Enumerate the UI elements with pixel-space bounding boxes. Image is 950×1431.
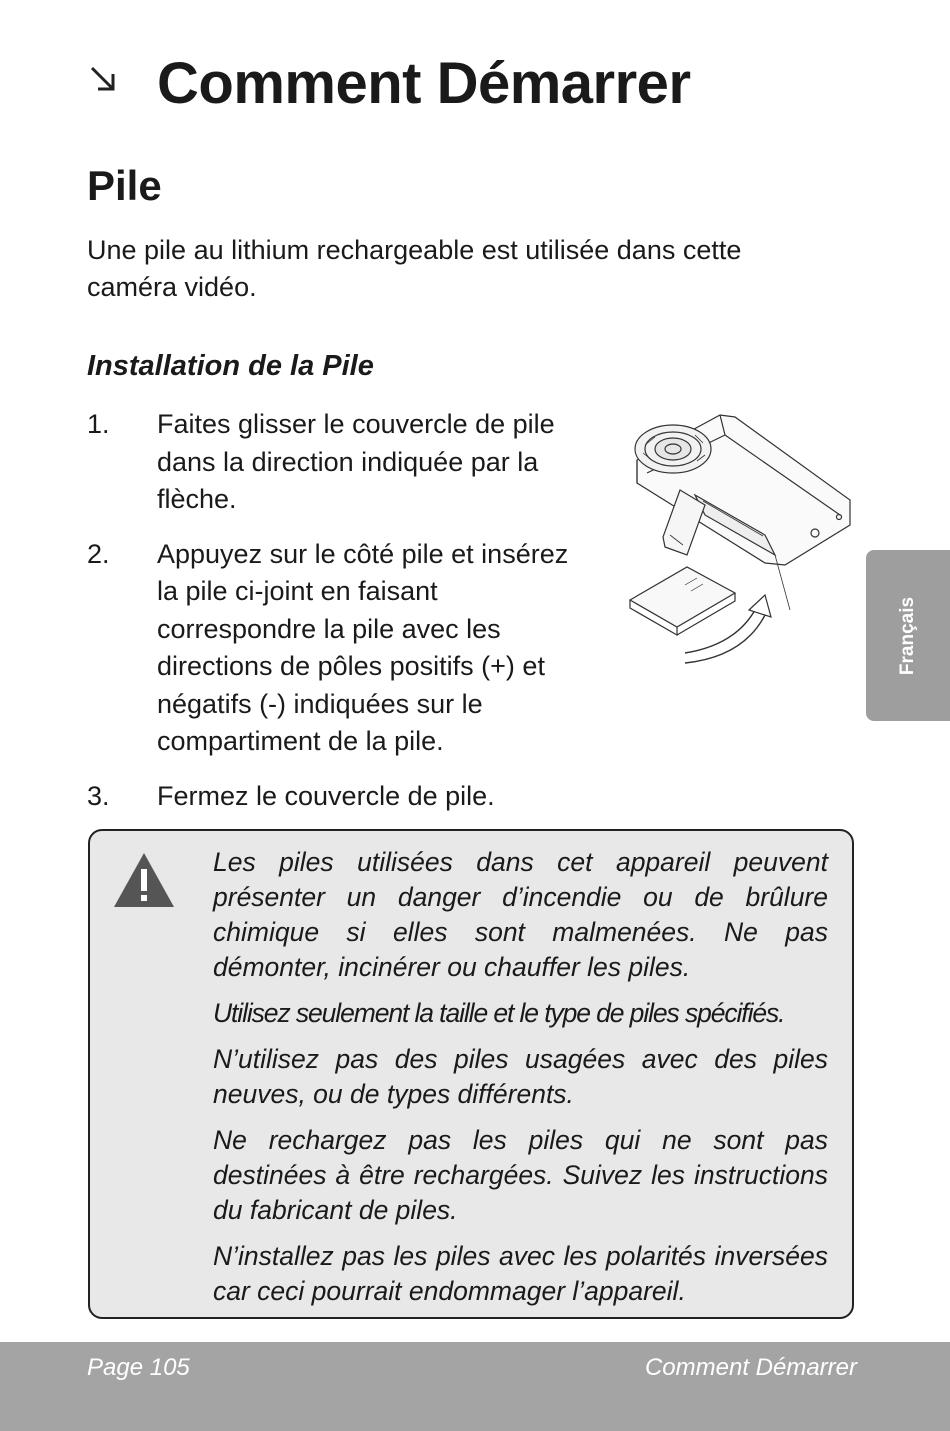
step-item [87,536,587,761]
warning-paragraph: N’utilisez pas des piles usagées avec des piles neuves, ou de types différents. [213,1044,828,1109]
warning-paragraph: N’installez pas les piles avec les polarités inversées car ceci pourrait endommager l’appareil. [213,1241,828,1306]
warning-triangle-icon [112,851,176,909]
step-number: 2. [87,538,110,569]
step-text: Faites glisser le couvercle de pile dans la direction indiquée par la flèche. [157,409,555,514]
page-title: Comment Démarrer [157,51,691,116]
step-text: Fermez le couvercle de pile. [157,780,495,811]
steps-list [87,406,587,832]
warning-paragraph: Utilisez seulement la taille et le type de piles spécifiés. [213,998,785,1028]
intro-paragraph: Une pile au lithium rechargeable est utilisée dans cette caméra vidéo. [87,235,742,302]
step-number: 1. [87,409,110,439]
arrow-down-right-icon [86,62,122,98]
language-tab[interactable] [866,550,950,721]
language-tab-label: Français [897,596,918,675]
step-text: Appuyez sur le côté pile et insérez la pile ci-joint en faisant correspondre la pile avec les directions de pôles positifs (+) et négatifs (-) indiquées sur le compartiment de la pile. [157,538,569,756]
warning-paragraph: Ne rechargez pas les piles qui ne sont pas destinées à être rechargées. Suivez les instructions du fabricant de piles. [213,1125,828,1225]
warning-text [213,845,828,1320]
subsection-title: Installation de la Pile [87,350,374,382]
step-item [87,406,587,519]
page-number: Page 105 [87,1354,190,1381]
page-footer [0,1342,950,1431]
camera-battery-illustration [625,405,860,665]
warning-paragraph: Les piles utilisées dans cet appareil peuvent présenter un danger d’incendie ou de brûlure chimique si elles sont malmenées. Ne pas démonter, incinérer ou chauffer les piles. [213,847,828,982]
section-title: Pile [87,162,162,209]
footer-section-title: Comment Démarrer [644,1354,857,1381]
step-number: 3. [87,780,110,811]
warning-box [88,829,854,1319]
step-item [87,778,587,816]
